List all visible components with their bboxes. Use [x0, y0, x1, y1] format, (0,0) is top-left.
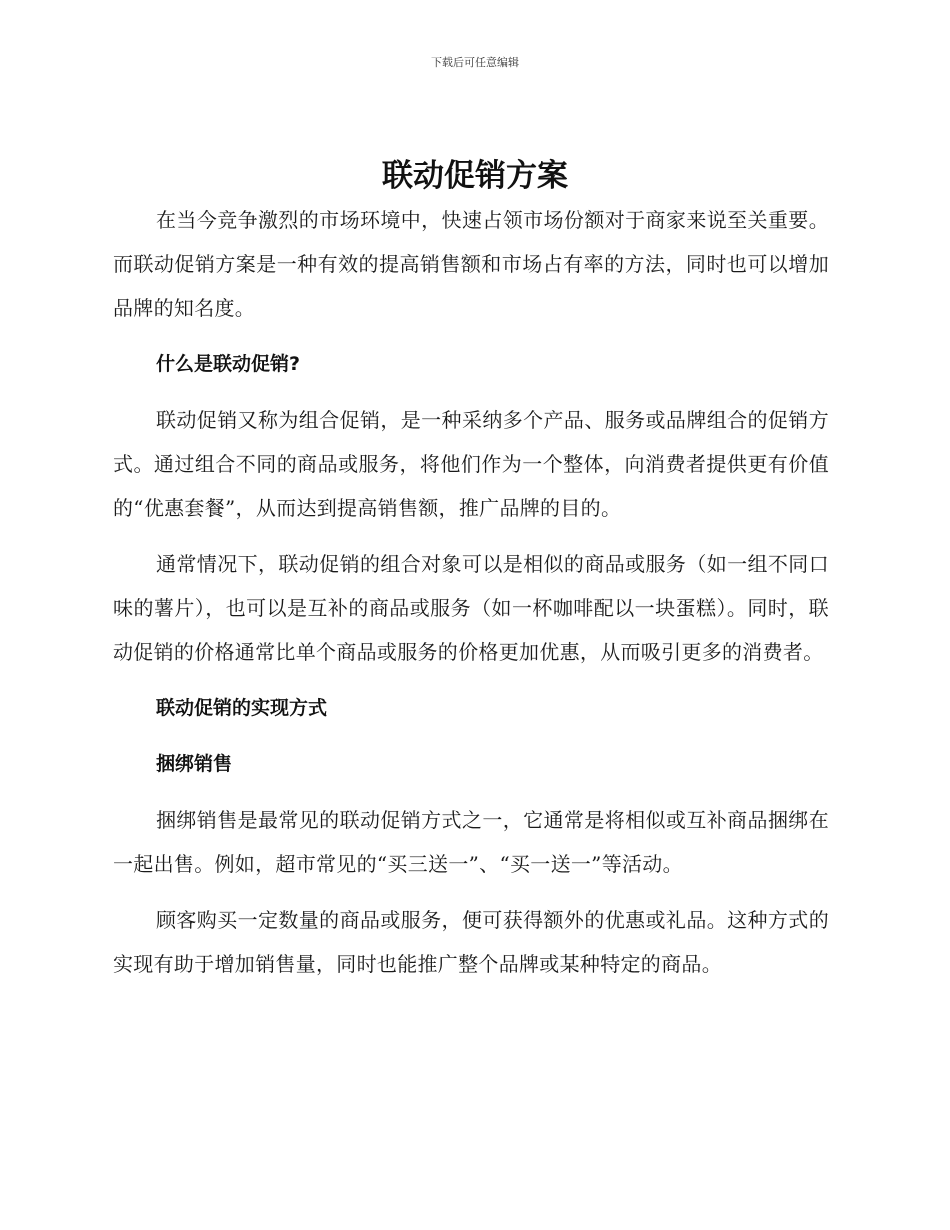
paragraph-bundling: 捆绑销售是最常见的联动促销方式之一，它通常是将相似或互补商品捆绑在一起出售。例如，超市常见的“买三送一”、“买一送一”等活动。	[113, 808, 829, 876]
section-heading-implementation: 联动促销的实现方式	[156, 697, 328, 719]
paragraph-combination: 通常情况下，联动促销的组合对象可以是相似的商品或服务（如一组不同口味的薯片），也可以是互补的商品或服务（如一杯咖啡配以一块蛋糕）。同时，联动促销的价格通常比单个商品或服务的价格更加优惠，从而吸引更多的消费者。	[113, 552, 829, 664]
intro-paragraph: 在当今竞争激烈的市场环境中，快速占领市场份额对于商家来说至关重要。而联动促销方案是一种有效的提高销售额和市场占有率的方法，同时也可以增加品牌的知名度。	[113, 208, 829, 320]
paragraph-quantity-offer: 顾客购买一定数量的商品或服务，便可获得额外的优惠或礼品。这种方式的实现有助于增加销售量，同时也能推广整个品牌或某种特定的商品。	[113, 908, 829, 976]
header-note: 下载后可任意编辑	[431, 56, 519, 69]
document-body	[113, 198, 829, 998]
document-title: 联动促销方案	[382, 158, 568, 194]
subsection-heading-bundling: 捆绑销售	[156, 753, 233, 775]
section-heading-what-is: 什么是联动促销?	[156, 353, 301, 375]
paragraph-definition: 联动促销又称为组合促销，是一种采纳多个产品、服务或品牌组合的促销方式。通过组合不同的商品或服务，将他们作为一个整体，向消费者提供更有价值的“优惠套餐”，从而达到提高销售额，推广品牌的目的。	[113, 408, 829, 520]
